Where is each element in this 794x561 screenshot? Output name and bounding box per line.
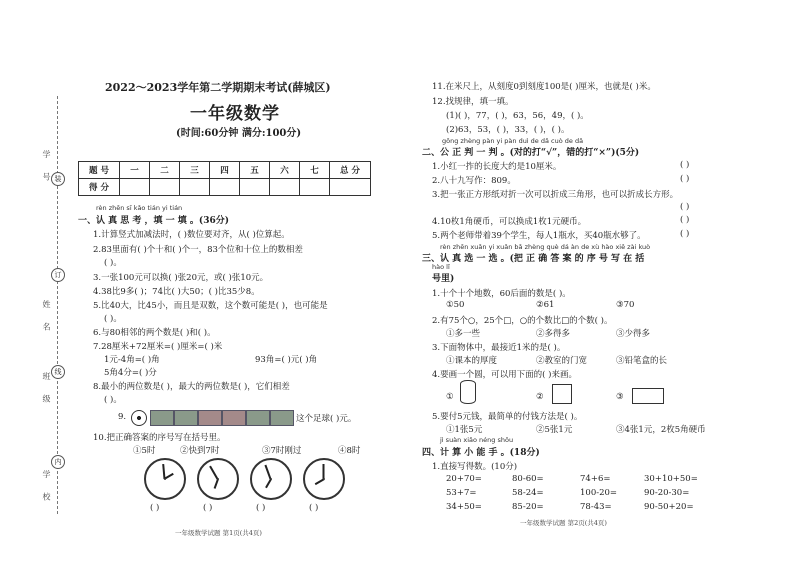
calc-item: 100-20= [580,488,618,498]
score-cell[interactable] [330,179,371,196]
cuboid-icon [632,388,664,404]
question-7c: 93角=( )元( )角 [255,355,318,365]
banknote-icon [270,410,294,426]
answer-paren[interactable]: ( ) [680,229,690,239]
seal-mark: 订 [51,268,65,282]
table-cell: 四 [210,162,240,179]
clock-answer-blank[interactable]: ( ) [203,503,213,513]
option[interactable]: ③少得多 [616,329,651,339]
option[interactable]: ②5张1元 [536,425,573,435]
section3-title: 三、认 真 选 一 选 。(把 正 确 答 案 的 序 号 写 在 括 [422,254,645,264]
judge-5: 5.两个老师带着39个学生，每人1瓶水，买40瓶水够了。 [432,231,646,241]
question-7b: 1元-4角=( )角 [104,355,160,365]
option[interactable]: ②61 [536,300,555,310]
calc-item: 74+6= [580,474,611,484]
option[interactable]: ③4张1元，2枚5角硬币 [616,425,706,435]
score-table [78,161,371,196]
seal-mark: 装 [51,172,65,186]
section2-title: 二、公 正 判 一 判 。(对的打“√”，错的打“×”)(5分) [422,148,640,158]
judge-2: 2.八十九写作：809。 [432,176,516,186]
table-cell: 得 分 [79,179,120,196]
question-1: 1.计算竖式加减法时，( )数位要对齐，从( )位算起。 [93,230,290,240]
question-10: 10.把正确答案的序号写在括号里。 [93,433,226,443]
table-cell: 六 [270,162,300,179]
score-cell[interactable] [120,179,150,196]
section4-title: 四、计 算 小 能 手 。(18分) [422,448,540,458]
score-cell[interactable] [270,179,300,196]
option[interactable]: ②多得多 [536,329,571,339]
question-8b: ( )。 [104,395,122,405]
student-id-label: 学 号 [42,150,51,187]
clock-icon [144,458,186,500]
question-3: 3.一张100元可以换( )张20元，或( )张10元。 [93,273,269,283]
question-2: 2.83里面有( )个十和( )个一，83个位和十位上的数相差 [93,245,303,255]
choice-5: 5.要付5元钱，最简单的付钱方法是( )。 [432,412,583,422]
footer-left: 一年级数学试题 第1页(共4页) [175,529,262,537]
subject-title: 一年级数学 [190,104,280,124]
question-6: 6.与80相邻的两个数是( )和( )。 [93,328,216,338]
calc-item: 80-60= [512,474,544,484]
calc-item: 30+10+50= [644,474,698,484]
section3-title-2: 号里) [432,274,455,284]
question-9: 9. [118,412,127,422]
clock-label: ②快到7时 [180,446,220,456]
question-9b: 这个足球( )元。 [296,414,357,424]
option[interactable]: ① [446,392,454,402]
score-cell[interactable] [150,179,180,196]
section1-title: 一、认 真 思 考 ，填 一 填 。(36分) [78,216,229,226]
answer-paren[interactable]: ( ) [680,215,690,225]
option[interactable]: ③70 [616,300,635,310]
choice-4: 4.要画一个圆，可以用下面的( )来画。 [432,370,577,380]
judge-1: 1.小红一拃的长度大约是10厘米。 [432,162,562,172]
clock-icon [303,458,345,500]
section3-pinyin-2: hào lǐ [432,263,450,271]
judge-3: 3.把一张正方形纸对折一次可以折成三角形，也可以折成长方形。 [432,190,679,200]
score-cell[interactable] [300,179,330,196]
option[interactable]: ①课本的厚度 [446,356,498,366]
clock-answer-blank[interactable]: ( ) [309,503,319,513]
calc-item: 90-20-30= [644,488,690,498]
banknote-icon [198,410,222,426]
cube-icon [552,384,572,404]
section1-pinyin: rèn zhēn sī kǎo tián yi tián [96,204,183,212]
section2-pinyin: gōng zhèng pàn yi pàn duì de dǎ cuò de dǎ [442,137,584,145]
option[interactable]: ①1张5元 [446,425,483,435]
answer-paren[interactable]: ( ) [680,202,690,212]
choice-2: 2.有75个○，25个□，○的个数比□的个数( )。 [432,316,613,326]
question-7: 7.28厘米+72厘米=( )厘米=( )米 [93,342,223,352]
banknote-icon [174,410,198,426]
calc-item: 53+7= [446,488,477,498]
choice-3: 3.下面物体中，最接近1米的是( )。 [432,343,566,353]
school-label: 学 校 [42,470,51,507]
score-cell[interactable] [240,179,270,196]
answer-paren[interactable]: ( ) [680,160,690,170]
option[interactable]: ③ [616,392,624,402]
binding-line [57,96,58,514]
score-cell[interactable] [210,179,240,196]
clock-icon [197,458,239,500]
clock-label: ③7时刚过 [262,446,302,456]
clock-label: ①5时 [133,446,156,456]
judge-4: 4.10枚1角硬币，可以换成1枚1元硬币。 [432,217,587,227]
table-cell: 题 号 [79,162,120,179]
calc-item: 58-24= [512,488,544,498]
question-12b: (2)63，53，( )，33，( )，( )。 [446,125,570,135]
calc-item: 90-50+20= [644,502,694,512]
option[interactable]: ③铅笔盒的长 [616,356,668,366]
footer-right: 一年级数学试题 第2页(共4页) [520,519,607,527]
calc-item: 78-43= [580,502,612,512]
clock-answer-blank[interactable]: ( ) [150,503,160,513]
clock-icon [250,458,292,500]
banknote-icon [150,410,174,426]
question-5: 5.比40大，比45小，而且是双数，这个数可能是( )，也可能是 [93,301,328,311]
calc-title: 1.直接写得数。(10分) [432,462,518,472]
question-2b: ( )。 [104,258,122,268]
class-label: 班 级 [42,372,51,409]
question-7d: 5角4分=( )分 [104,368,157,378]
section3-pinyin: rèn zhēn xuǎn yi xuǎn bǎ zhèng què dá àn de xù hào xiě zài kuò [440,243,651,251]
calc-item: 20+70= [446,474,482,484]
question-5b: ( )。 [104,314,122,324]
football-icon [131,410,147,426]
calc-item: 34+50= [446,502,482,512]
score-cell[interactable] [180,179,210,196]
seal-mark: 内 [51,455,65,469]
exam-title: 2022～2023学年第二学期期末考试(薛城区) [105,81,331,94]
question-11: 11.在米尺上，从刻度0到刻度100是( )厘米，也就是( )米。 [432,82,656,92]
option[interactable]: ①50 [446,300,465,310]
table-cell: 二 [150,162,180,179]
clock-answer-blank[interactable]: ( ) [256,503,266,513]
table-cell: 一 [120,162,150,179]
option[interactable]: ②教室的门宽 [536,356,588,366]
choice-1: 1.十个十个地数，60后面的数是( )。 [432,289,571,299]
table-cell: 七 [300,162,330,179]
answer-paren[interactable]: ( ) [680,174,690,184]
seal-mark: 线 [51,365,65,379]
table-cell: 五 [240,162,270,179]
banknote-icon [222,410,246,426]
question-12a: (1)( )，77，( )，63，56，49，( )。 [446,111,589,121]
calc-item: 85-20= [512,502,544,512]
question-12: 12.找规律，填一填。 [432,97,514,107]
option[interactable]: ①多一些 [446,329,481,339]
exam-info: (时间:60分钟 满分:100分) [176,128,302,139]
question-8: 8.最小的两位数是( )，最大的两位数是( )，它们相差 [93,382,290,392]
table-cell: 总 分 [330,162,371,179]
clock-label: ④8时 [338,446,361,456]
cylinder-icon [460,380,476,404]
name-label: 姓 名 [42,300,51,337]
table-cell: 三 [180,162,210,179]
section4-pinyin: jì suàn xiǎo néng shǒu [440,436,514,444]
question-4: 4.38比9多( )；74比( )大50；( )比35少8。 [93,287,260,297]
option[interactable]: ② [536,392,544,402]
banknote-icon [246,410,270,426]
